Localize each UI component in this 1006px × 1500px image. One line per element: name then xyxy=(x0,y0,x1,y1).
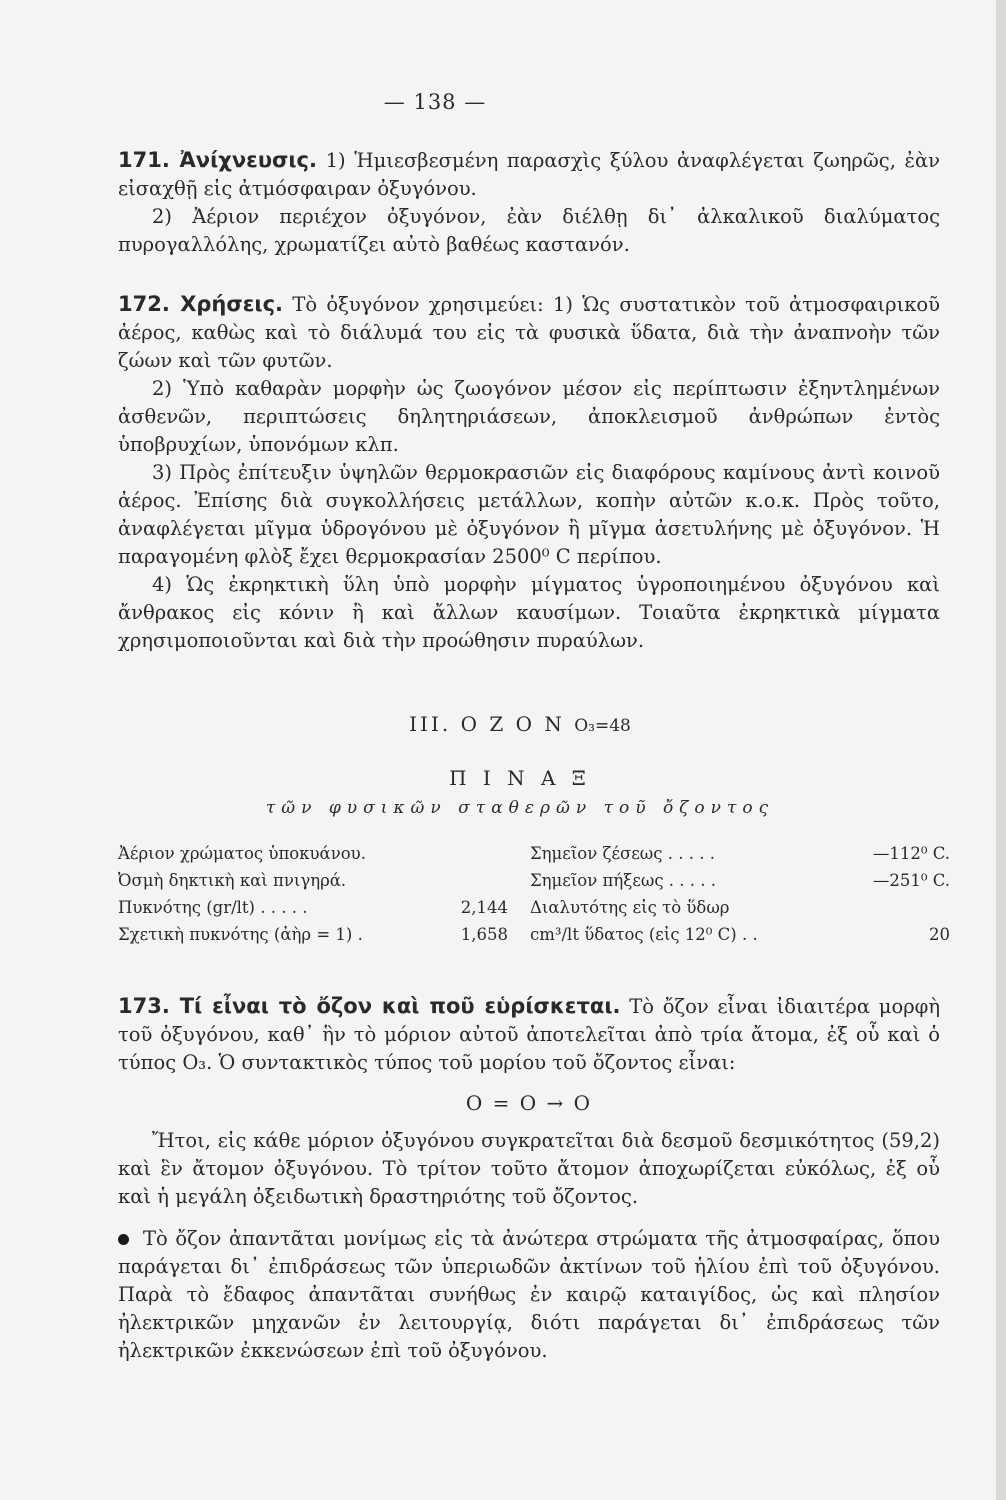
structural-formula: O = O → O xyxy=(465,1091,593,1115)
constants-table xyxy=(118,840,950,948)
heading-172: 172. Χρήσεις. xyxy=(118,292,284,316)
section-171 xyxy=(118,146,940,259)
sec171-p2: 2) Ἀέριον περιέχον ὀξυγόνον, ἐὰν διέλθῃ δι᾿ ἀλκαλικοῦ διαλύματος πυρογαλλόλης, χρωματίζει αὐτὸ βαθέως καστανόν. xyxy=(118,205,940,256)
section-formula: O₃=48 xyxy=(574,716,631,736)
section-172 xyxy=(118,290,940,655)
table-right-column xyxy=(530,840,950,948)
bullet-icon xyxy=(118,1234,129,1245)
table-subtitle: τῶν φυσικῶν σταθερῶν τοῦ ὄζοντος xyxy=(265,798,775,818)
table-row: Πυκνότης (gr/lt) . . . . . 2,144 xyxy=(118,898,508,917)
section-title xyxy=(100,712,940,736)
heading-173: 173. Τί εἶναι τὸ ὄζον καὶ ποῦ εὑρίσκεται. xyxy=(118,994,621,1018)
sec172-p1: Τὸ ὀξυγόνον χρησιμεύει: 1) Ὡς συστατικὸν τοῦ ἀτμοσφαιρικοῦ ἀέρος, καθὼς καὶ τὸ διάλυμά του εἰς τὰ φυσικὰ ὕδατα, διὰ τὴν ἀναπνοὴν τῶν ζώων καὶ τῶν φυτῶν. xyxy=(118,293,940,372)
page-number: — 138 — xyxy=(383,90,487,114)
table-row: Ὀσμὴ δηκτικὴ καὶ πνιγηρά. xyxy=(118,871,347,890)
sec171-p1: 1) Ἡμιεσβεσμένη παρασχὶς ξύλου ἀναφλέγεται ζωηρῶς, ἐὰν εἰσαχθῇ εἰς ἀτμόσφαιραν ὀξυγόνου. xyxy=(118,149,941,200)
table-title: Π Ι Ν Α Ξ xyxy=(449,766,591,790)
sec173-p1: Τὸ ὄζον εἶναι ἰδιαιτέρα μορφὴ τοῦ ὀξυγόνου, καθ᾿ ἣν τὸ μόριον αὐτοῦ ἀποτελεῖται ἀπὸ τρία ἄτομα, ἐξ οὗ καὶ ὁ τύπος O₃. Ὁ συντακτικὸς τύπος τοῦ μορίου τοῦ ὄζοντος εἶναι: xyxy=(118,995,940,1074)
section-173 xyxy=(118,992,940,1365)
table-left-column xyxy=(118,840,508,948)
section-title-text: III. Ο Ζ Ο Ν xyxy=(409,712,565,736)
sec172-p4: 4) Ὡς ἐκρηκτικὴ ὕλη ὑπὸ μορφὴν μίγματος ὑγροποιημένου ὀξυγόνου καὶ ἄνθρακος εἰς κόνιν ἢ καὶ ἄλλων καυσίμων. Τοιαῦτα ἐκρηκτικὰ μίγματα χρησιμοποιοῦνται καὶ διὰ τὴν προώθησιν πυραύλων. xyxy=(118,573,940,652)
sec173-p2: Ἤτοι, εἰς κάθε μόριον ὀξυγόνου συγκρατεῖται διὰ δεσμοῦ δεσμικότητος (59,2) καὶ ἓν ἄτομον ὀξυγόνου. Τὸ τρίτον τοῦτο ἄτομον ἀποχωρίζεται εὐκόλως, ἐξ οὗ καὶ ἡ μεγάλη ὀξειδωτικὴ δραστηριότης τοῦ ὄζοντος. xyxy=(118,1129,940,1208)
table-row: Σχετικὴ πυκνότης (ἀὴρ = 1) . 1,658 xyxy=(118,925,508,944)
table-row: Διαλυτότης εἰς τὸ ὕδωρ xyxy=(530,898,730,917)
sec172-p2: 2) Ὑπὸ καθαρὰν μορφὴν ὡς ζωογόνον μέσον εἰς περίπτωσιν ἐξηντλημένων ἀσθενῶν, περιπτώσεις δηλητηριάσεων, ἀποκλεισμοῦ ἀνθρώπων ἐντὸς ὑποβρυχίων, ὑπονόμων κλπ. xyxy=(118,377,940,456)
page-edge xyxy=(996,0,1006,1500)
sec172-p3: 3) Πρὸς ἐπίτευξιν ὑψηλῶν θερμοκρασιῶν εἰς διαφόρους καμίνους ἀντὶ κοινοῦ ἀέρος. Ἐπίσης διὰ συγκολλήσεις μετάλλων, κοπὴν αὐτῶν κ.ο.κ. Πρὸς τοῦτο, ἀναφλέγεται μῖγμα ὑδρογόνου μὲ ὀξυγόνον ἢ μῖγμα ἀσετυλήνης μὲ ὀξυγόνον. Ἡ παραγομένη φλὸξ ἔχει θερμοκρασίαν 2500⁰ C περίπου. xyxy=(118,461,940,568)
table-row: Σημεῖον πήξεως . . . . . —251⁰ C. xyxy=(530,871,950,890)
table-row: cm³/lt ὕδατος (εἰς 12⁰ C) . . 20 xyxy=(530,925,950,944)
sec173-p3: Τὸ ὄζον ἀπαντᾶται μονίμως εἰς τὰ ἀνώτερα στρώματα τῆς ἀτμοσφαίρας, ὅπου παράγεται δι᾿ ἐπιδράσεως τῶν ὑπεριωδῶν ἀκτίνων τοῦ ἡλίου ἐπὶ τοῦ ὀξυγόνου. Παρὰ τὸ ἔδαφος ἀπαντᾶται συνήθως ἐν καιρῷ καταιγίδος, ὡς καὶ πλησίον ἠλεκτρικῶν μηχανῶν ἐν λειτουργίᾳ, διότι παράγεται δι᾿ ἐπιδράσεως τῶν ἠλεκτρικῶν ἐκκενώσεων ἐπὶ τοῦ ὀξυγόνου. xyxy=(118,1227,940,1362)
table-row: Σημεῖον ζέσεως . . . . . —112⁰ C. xyxy=(530,844,950,863)
heading-171: 171. Ἀνίχνευσις. xyxy=(118,148,317,172)
table-row: Ἀέριον χρώματος ὑποκυάνου. xyxy=(118,844,366,863)
